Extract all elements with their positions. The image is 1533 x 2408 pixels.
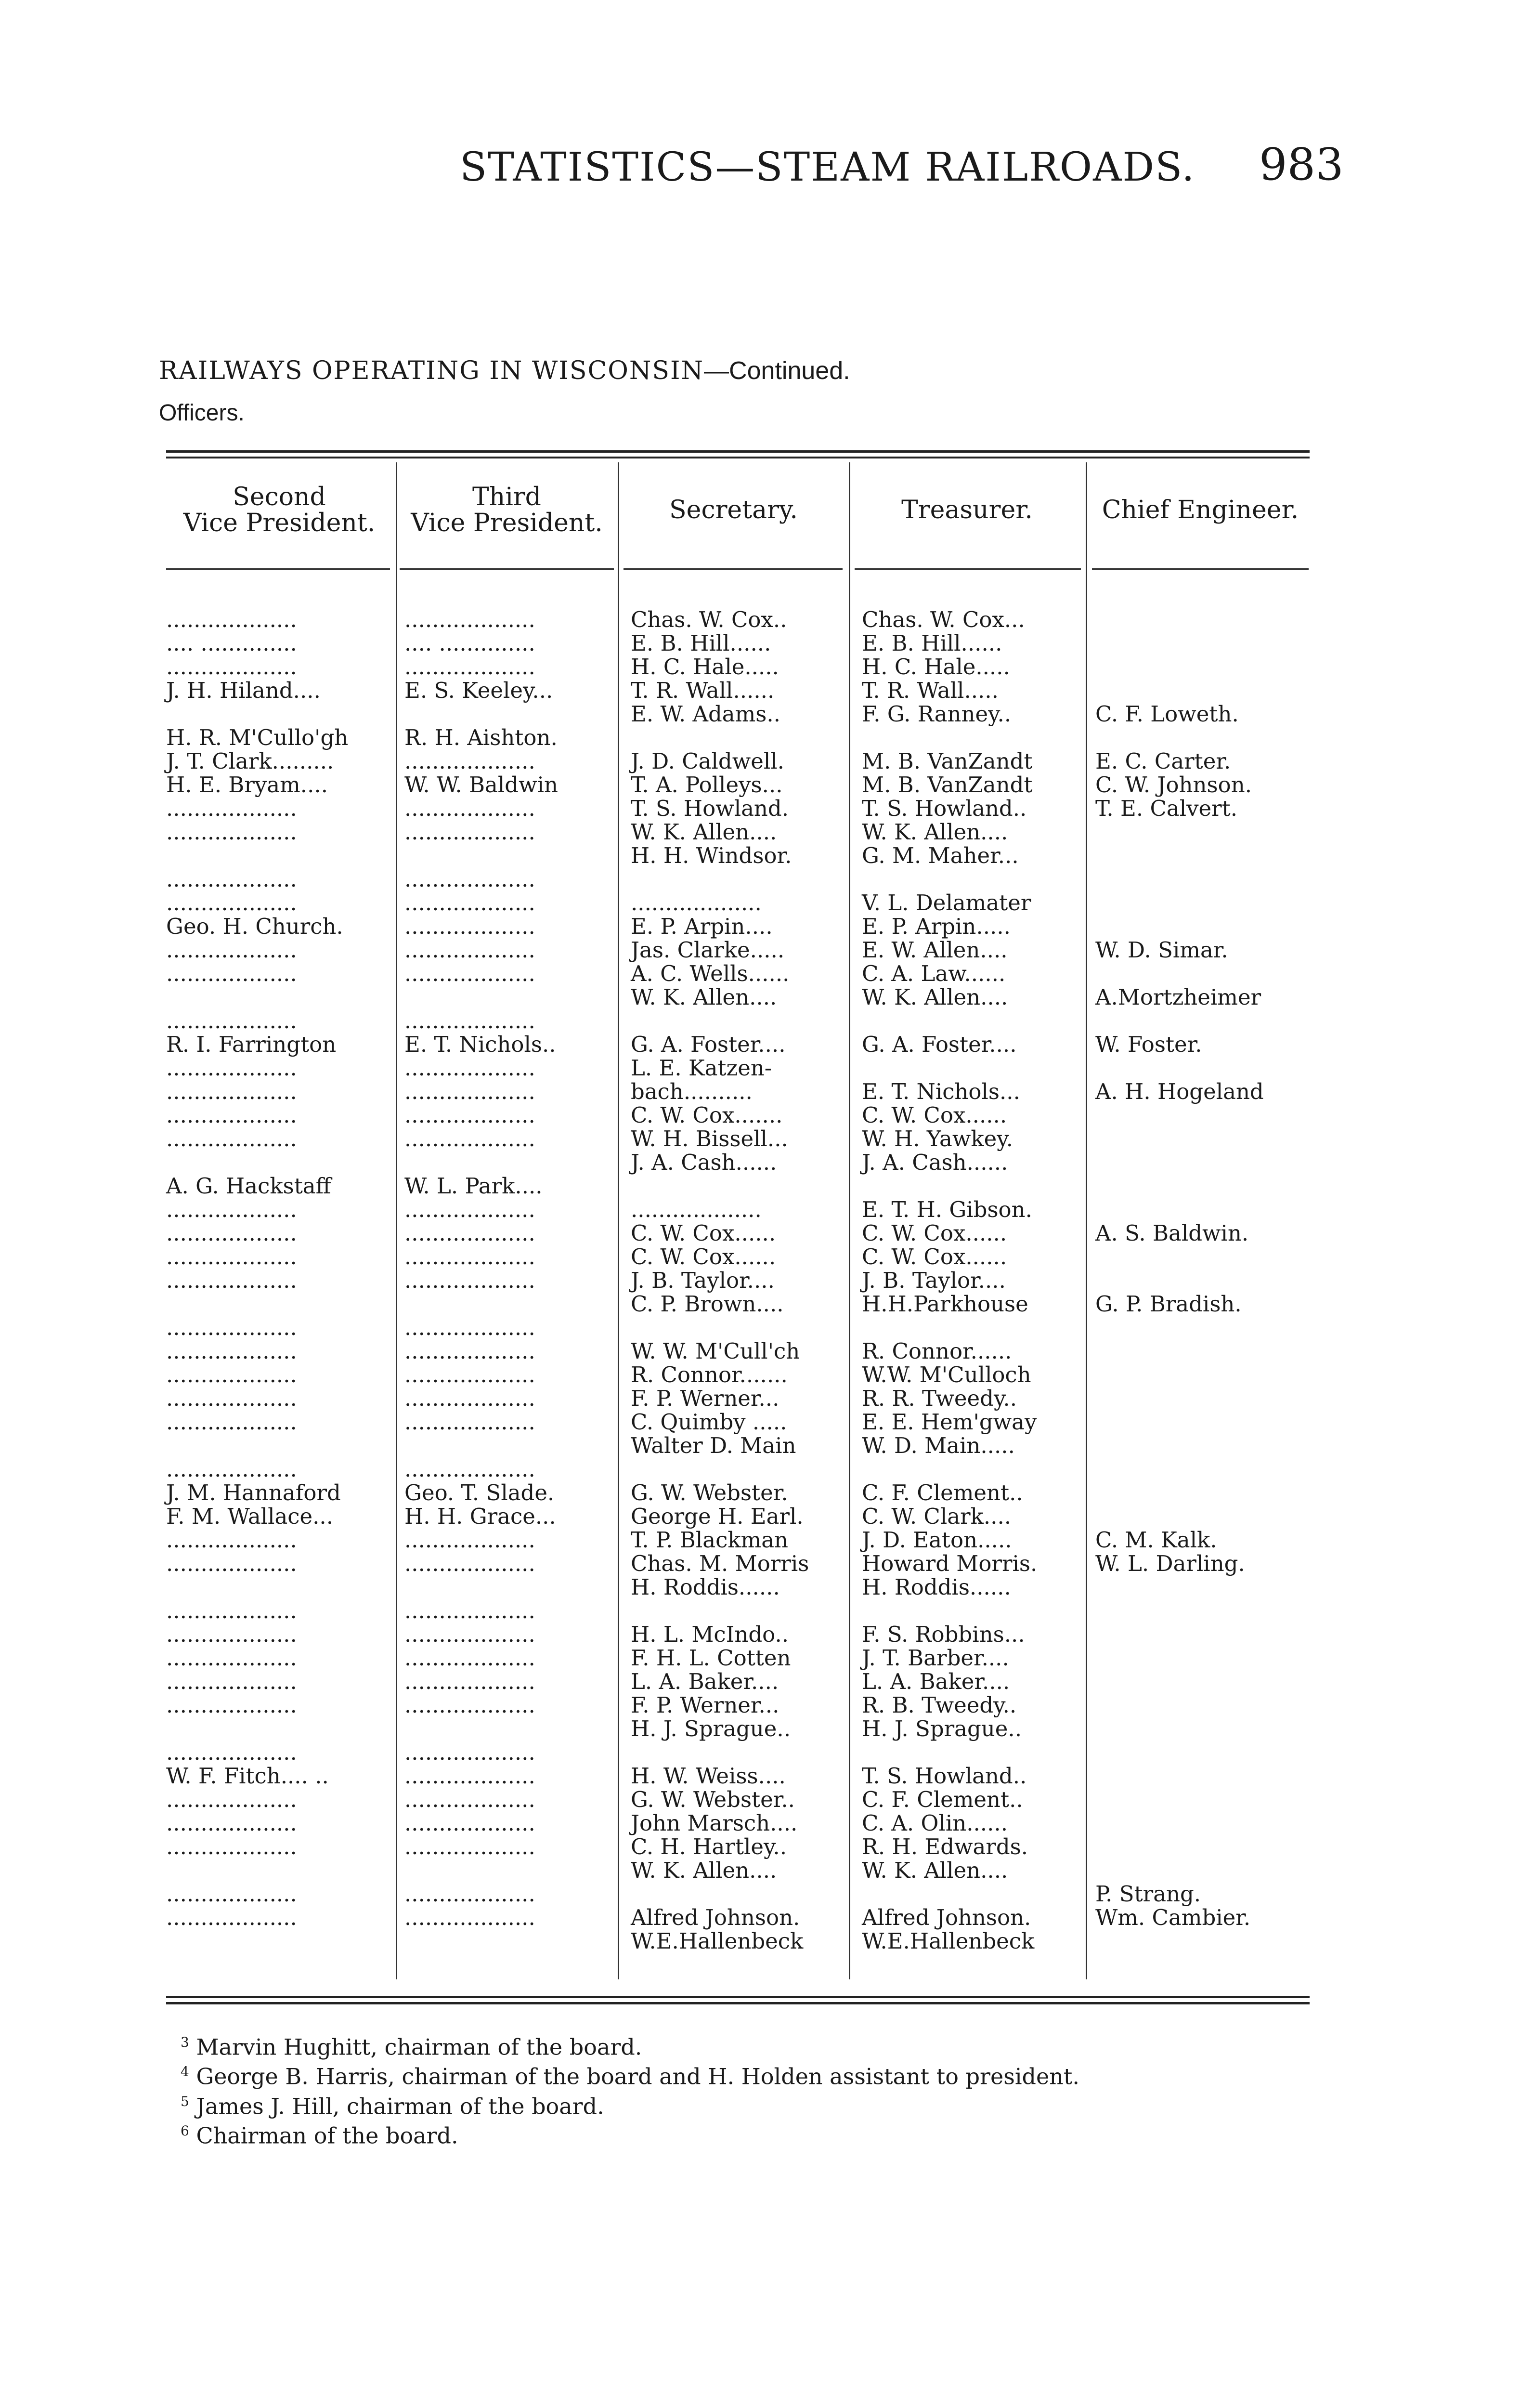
footnote-mark: 5 [181,2093,189,2109]
section-title [159,356,850,385]
footnote [181,2030,1079,2059]
header-second-vice-president: Second Vice President. [183,483,376,537]
column-divider-2 [618,462,619,1979]
page-number: 983 [1259,139,1344,190]
column-third-vice-president: ................... .... .............. ................... E. S. Keeley... R. H. Aishton. ................... W. W. Baldwin ................... ................... ................... ................... ................... ................... ................... ................... E. T. Nichols.. ................... ................... ................... ................... W. L. Park.... ................... ................... ................... ................... ................... ................... ................... ................... ................... ................... Geo. T. Slade. H. H. Grace... ................... ................... ................... ................... ................... ................... ................... ................... ................... ................... ................... ................... ................... ................... [404,607,558,1930]
table-bottom-rule-1 [166,1996,1310,1998]
footnote-text: Chairman of the board. [196,2122,458,2149]
footnote [181,2089,1079,2119]
footnote [181,2059,1079,2089]
column-divider-4 [1086,462,1087,1979]
table-top-rule-1 [166,450,1310,453]
header-rule-3 [624,568,843,570]
column-divider-1 [396,462,397,1979]
header-rule-4 [855,568,1081,570]
header-secretary: Secretary. [669,496,798,524]
header-chief-engineer: Chief Engineer. [1102,496,1299,524]
footnote-text: George B. Harris, chairman of the board and H. Holden assistant to president. [196,2063,1079,2090]
footnote-mark: 6 [181,2122,189,2139]
header-third-vice-president: Third Vice President. [411,483,603,537]
header-rule-2 [400,568,614,570]
section-continued: —Continued. [704,357,850,385]
footnote [181,2119,1079,2148]
column-chief-engineer: C. F. Loweth. E. C. Carter. C. W. Johnson. T. E. Calvert. W. D. Simar. A.Mortzheimer W. Foster. A. H. Hogeland A. S. Baldwin. G. P. Bradish. C. M. Kalk. W. L. Darling. P. Strang. Wm. Cambier. [1095,701,1264,1930]
column-treasurer: Chas. W. Cox... E. B. Hill...... H. C. Hale..... T. R. Wall..... F. G. Ranney.. M. B. VanZandt M. B. VanZandt T. S. Howland.. W. K. Allen.... G. M. Maher... V. L. Delamater E. P. Arpin..... E. W. Allen.... C. A. Law...... W. K. Allen.... G. A. Foster.... E. T. Nichols... C. W. Cox...... W. H. Yawkey. J. A. Cash...... E. T. H. Gibson. C. W. Cox...... C. W. Cox...... J. B. Taylor.... H.H.Parkhouse R. Connor...... W.W. M'Culloch R. R. Tweedy.. E. E. Hem'gway W. D. Main..... C. F. Clement.. C. W. Clark.... J. D. Eaton..... Howard Morris. H. Roddis...... F. S. Robbins... J. T. Barber.... L. A. Baker.... R. B. Tweedy.. H. J. Sprague.. T. S. Howland.. C. F. Clement.. C. A. Olin...... R. H. Edwards. W. K. Allen.... Alfred Johnson. W.E.Hallenbeck [862,607,1038,1954]
footnote-mark: 3 [181,2034,189,2050]
section-subtitle: Officers. [159,400,245,426]
column-secretary: Chas. W. Cox.. E. B. Hill...... H. C. Hale..... T. R. Wall...... E. W. Adams.. J. D. Caldwell. T. A. Polleys... T. S. Howland. W. K. Allen.... H. H. Windsor. ................... E. P. Arpin.... Jas. Clarke..... A. C. Wells...... W. K. Allen.... G. A. Foster.... L. E. Katzen- bach.......... C. W. Cox....... W. H. Bissell... J. A. Cash...... ................... C. W. Cox...... C. W. Cox...... J. B. Taylor.... C. P. Brown.... W. W. M'Cull'ch R. Connor....... F. P. Werner... C. Quimby ..... Walter D. Main G. W. Webster. George H. Earl. T. P. Blackman Chas. M. Morris H. Roddis...... H. L. McIndo.. F. H. L. Cotten L. A. Baker.... F. P. Werner... H. J. Sprague.. H. W. Weiss.... G. W. Webster.. John Marsch.... C. H. Hartley.. W. K. Allen.... Alfred Johnson. W.E.Hallenbeck [631,607,809,1954]
section-title-text: RAILWAYS OPERATING IN WISCONSIN [159,356,704,385]
table-top-rule-2 [166,457,1310,458]
header-treasurer: Treasurer. [901,496,1033,524]
column-divider-3 [849,462,850,1979]
table-bottom-rule-2 [166,2002,1310,2004]
header-rule-1 [166,568,390,570]
footnote-mark: 4 [181,2064,189,2080]
footnote-text: James J. Hill, chairman of the board. [196,2093,604,2119]
running-head: STATISTICS—STEAM RAILROADS. [460,144,1195,190]
column-second-vice-president: ................... .... .............. ................... J. H. Hiland.... H. R. M'Cullo'gh J. T. Clark......... H. E. Bryam.... ................... ................... ................... ................... Geo. H. Church. ................... ................... ................... R. I. Farrington ................... ................... ................... ................... A. G. Hackstaff ................... ................... ................... ................... ................... ................... ................... ................... ................... ................... J. M. Hannaford F. M. Wallace... ................... ................... ................... ................... ................... ................... ................... ................... W. F. Fitch.... .. ................... ................... ................... ................... ................... [166,607,349,1930]
footnote-text: Marvin Hughitt, chairman of the board. [196,2034,642,2060]
header-rule-5 [1092,568,1309,570]
footnotes [181,2030,1079,2148]
